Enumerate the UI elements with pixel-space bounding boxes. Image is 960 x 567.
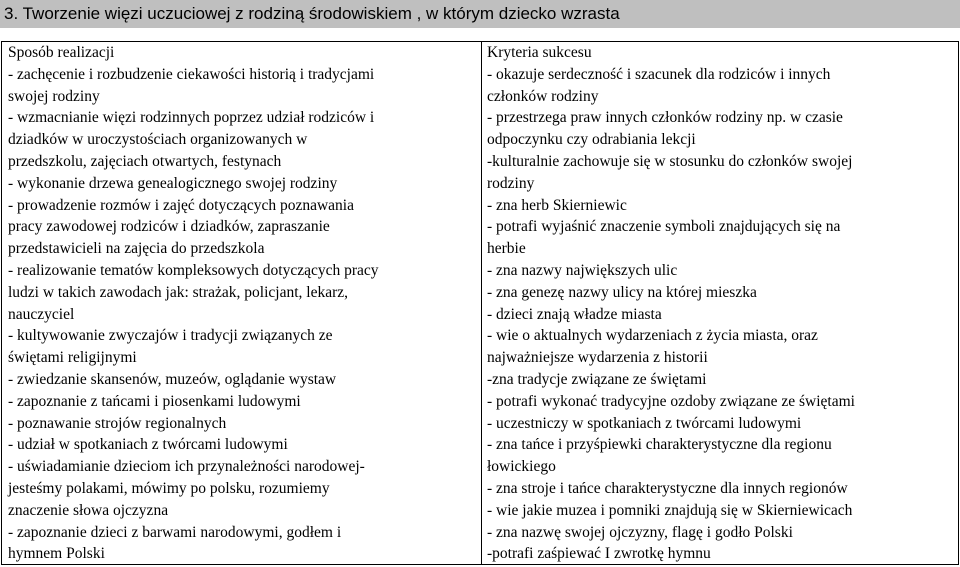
list-line: - wie jakie muzea i pomniki znajdują się w Skierniewicach (487, 501, 853, 519)
list-line: -zna tradycje związane ze świętami (487, 370, 707, 388)
list-line: znaczenie słowa ojczyzna (8, 501, 169, 519)
criteria-table (1, 41, 959, 565)
list-line: - potrafi wyjaśnić znaczenie symboli znajdujących się na (487, 218, 841, 236)
list-line: -potrafi zaśpiewać I zwrotkę hymnu (487, 545, 711, 563)
list-line: - uświadamianie dzieciom ich przynależności narodowej- (8, 458, 365, 476)
list-line: dziadków w uroczystościach organizowanych w (8, 131, 308, 149)
list-line: świętami religijnymi (8, 349, 137, 367)
list-line: - prowadzenie rozmów i zajęć dotyczących poznawania (8, 196, 354, 214)
success-criteria-list (487, 64, 959, 565)
list-line: - wykonanie drzewa genealogicznego swojej rodziny (8, 174, 338, 192)
list-line: rodziny (487, 174, 535, 192)
list-line: - udział w spotkaniach z twórcami ludowymi (8, 436, 288, 454)
methods-column (2, 42, 481, 564)
list-line: - zna stroje i tańce charakterystyczne dla innych regionów (487, 479, 848, 497)
list-line: - dzieci znają władze miasta (487, 305, 662, 323)
success-criteria-column-header: Kryteria sukcesu (487, 44, 592, 61)
list-line: przedszkolu, zajęciach otwartych, festynach (8, 152, 282, 170)
list-line: ludzi w takich zawodach jak: strażak, policjant, lekarz, (8, 283, 348, 301)
methods-column-header: Sposób realizacji (8, 44, 115, 61)
list-line: pracy zawodowej rodziców i dziadków, zapraszanie (8, 218, 330, 236)
list-line: - potrafi wykonać tradycyjne ozdoby związane ze świętami (487, 392, 855, 410)
list-line: - kultywowanie zwyczajów i tradycji związanych ze (8, 327, 333, 345)
list-line: - okazuje serdeczność i szacunek dla rodziców i innych (487, 65, 831, 83)
list-line: odpoczynku czy odrabiania lekcji (487, 131, 696, 149)
success-criteria-column (482, 42, 959, 564)
list-line: nauczyciel (8, 305, 75, 323)
list-line: - zna tańce i przyśpiewki charakterystyczne dla regionu (487, 436, 832, 454)
list-line: swojej rodziny (8, 87, 100, 105)
list-line: hymnem Polski (8, 545, 105, 563)
list-line: jesteśmy polakami, mówimy po polsku, rozumiemy (8, 479, 330, 497)
list-line: łowickiego (487, 458, 556, 476)
list-line: - uczestniczy w spotkaniach z twórcami ludowymi (487, 414, 802, 432)
methods-list (8, 64, 481, 565)
list-line: - wie o aktualnych wydarzeniach z życia miasta, oraz (487, 327, 818, 345)
list-line: - zna nazwę swojej ojczyzny, flagę i godło Polski (487, 523, 793, 541)
list-line: najważniejsze wydarzenia z historii (487, 349, 708, 367)
section-title: 3. Tworzenie więzi uczuciowej z rodziną środowiskiem , w którym dziecko wzrasta (0, 0, 960, 28)
list-line: - zapoznanie dzieci z barwami narodowymi, godłem i (8, 523, 342, 541)
list-line: - zna nazwy największych ulic (487, 261, 678, 279)
list-line: - zapoznanie z tańcami i piosenkami ludowymi (8, 392, 301, 410)
list-line: herbie (487, 240, 526, 258)
list-line: - zna herb Skierniewic (487, 196, 627, 214)
list-line: - poznawanie strojów regionalnych (8, 414, 227, 432)
list-line: członków rodziny (487, 87, 599, 105)
list-line: - realizowanie tematów kompleksowych dotyczących pracy (8, 261, 379, 279)
list-line: - przestrzega praw innych członków rodziny np. w czasie (487, 109, 843, 127)
list-line: - zwiedzanie skansenów, muzeów, oglądanie wystaw (8, 370, 337, 388)
list-line: - zna genezę nazwy ulicy na której mieszka (487, 283, 757, 301)
list-line: przedstawicieli na zajęcia do przedszkola (8, 240, 265, 258)
list-line: - wzmacnianie więzi rodzinnych poprzez udział rodziców i (8, 109, 375, 127)
list-line: -kulturalnie zachowuje się w stosunku do członków swojej (487, 152, 853, 170)
list-line: - zachęcenie i rozbudzenie ciekawości historią i tradycjami (8, 65, 375, 83)
